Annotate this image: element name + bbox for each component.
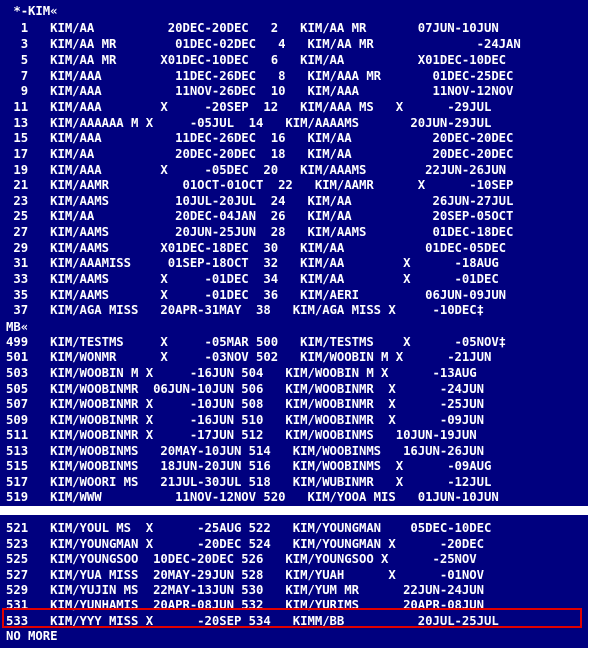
terminal-line: 1 KIM/AA 20DEC-20DEC 2 KIM/AA MR 07JUN-10JUN bbox=[6, 21, 499, 35]
terminal-line: 37 KIM/AGA MISS 20APR-31MAY 38 KIM/AGA MISS X -10DEC‡ bbox=[6, 303, 484, 317]
terminal-screen-lower bbox=[0, 515, 588, 648]
terminal-line: 31 KIM/AAAMISS 01SEP-18OCT 32 KIM/AA X -18AUG bbox=[6, 256, 499, 270]
terminal-line: 511 KIM/WOOBINMR X -17JUN 512 KIM/WOOBINMS 10JUN-19JUN bbox=[6, 428, 477, 442]
terminal-line: NO MORE bbox=[6, 629, 58, 643]
terminal-line: 523 KIM/YOUNGMAN X -20DEC 524 KIM/YOUNGMAN X -20DEC bbox=[6, 537, 484, 551]
terminal-line: 15 KIM/AAA 11DEC-26DEC 16 KIM/AA 20DEC-20DEC bbox=[6, 131, 514, 145]
terminal-line: 27 KIM/AAMS 20JUN-25JUN 28 KIM/AAMS 01DEC-18DEC bbox=[6, 225, 514, 239]
terminal-line: 531 KIM/YUNHAMIS 20APR-08JUN 532 KIM/YURIMS 20APR-08JUN bbox=[6, 598, 484, 612]
selected-row-highlight bbox=[2, 608, 582, 628]
terminal-line: 3 KIM/AA MR 01DEC-02DEC 4 KIM/AA MR -24JAN bbox=[6, 37, 521, 51]
terminal-line: 19 KIM/AAA X -05DEC 20 KIM/AAAMS 22JUN-26JUN bbox=[6, 163, 507, 177]
terminal-line: 521 KIM/YOUL MS X -25AUG 522 KIM/YOUNGMAN 05DEC-10DEC bbox=[6, 521, 492, 535]
terminal-line: 515 KIM/WOOBINMS 18JUN-20JUN 516 KIM/WOOBINMS X -09AUG bbox=[6, 459, 492, 473]
terminal-line: 525 KIM/YOUNGSOO 10DEC-20DEC 526 KIM/YOUNGSOO X -25NOV bbox=[6, 552, 477, 566]
terminal-line: 13 KIM/AAAAAA M X -05JUL 14 KIM/AAAAMS 20JUN-29JUL bbox=[6, 116, 492, 130]
terminal-line: 509 KIM/WOOBINMR X -16JUN 510 KIM/WOOBINMR X -09JUN bbox=[6, 413, 484, 427]
terminal-line: 25 KIM/AA 20DEC-04JAN 26 KIM/AA 20SEP-05OCT bbox=[6, 209, 514, 223]
terminal-line: 517 KIM/WOORI MS 21JUL-30JUL 518 KIM/WUBINMR X -12JUL bbox=[6, 475, 492, 489]
terminal-line: 29 KIM/AAMS X01DEC-18DEC 30 KIM/AA 01DEC-05DEC bbox=[6, 241, 507, 255]
terminal-line: 17 KIM/AA 20DEC-20DEC 18 KIM/AA 20DEC-20DEC bbox=[6, 147, 514, 161]
terminal-line: 11 KIM/AAA X -20SEP 12 KIM/AAA MS X -29JUL bbox=[6, 100, 492, 114]
terminal-line: 501 KIM/WONMR X -03NOV 502 KIM/WOOBIN M X -21JUN bbox=[6, 350, 492, 364]
terminal-line: 513 KIM/WOOBINMS 20MAY-10JUN 514 KIM/WOOBINMS 16JUN-26JUN bbox=[6, 444, 484, 458]
terminal-line: 503 KIM/WOOBIN M X -16JUN 504 KIM/WOOBIN M X -13AUG bbox=[6, 366, 477, 380]
terminal-line: 35 KIM/AAMS X -01DEC 36 KIM/AERI 06JUN-09JUN bbox=[6, 288, 507, 302]
terminal-line: 499 KIM/TESTMS X -05MAR 500 KIM/TESTMS X -05NOV‡ bbox=[6, 335, 507, 349]
terminal-line: 505 KIM/WOOBINMR 06JUN-10JUN 506 KIM/WOOBINMR X -24JUN bbox=[6, 382, 484, 396]
terminal-line: 527 KIM/YUA MISS 20MAY-29JUN 528 KIM/YUAH X -01NOV bbox=[6, 568, 484, 582]
terminal-line: 5 KIM/AA MR X01DEC-10DEC 6 KIM/AA X01DEC-10DEC bbox=[6, 53, 507, 67]
terminal-line: 33 KIM/AAMS X -01DEC 34 KIM/AA X -01DEC bbox=[6, 272, 499, 286]
terminal-line: 533 KIM/YYY MISS X -20SEP 534 KIMM/BB 20JUL-25JUL bbox=[6, 614, 499, 628]
terminal-line: 507 KIM/WOOBINMR X -10JUN 508 KIM/WOOBINMR X -25JUN bbox=[6, 397, 484, 411]
terminal-line: 23 KIM/AAMS 10JUL-20JUL 24 KIM/AA 26JUN-27JUL bbox=[6, 194, 514, 208]
terminal-line: 519 KIM/WWW 11NOV-12NOV 520 KIM/YOOA MIS 01JUN-10JUN bbox=[6, 490, 499, 504]
terminal-line: 21 KIM/AAMR 01OCT-01OCT 22 KIM/AAMR X -10SEP bbox=[6, 178, 514, 192]
terminal-line: MB« bbox=[6, 320, 29, 334]
terminal-line: 9 KIM/AAA 11NOV-26DEC 10 KIM/AAA 11NOV-12NOV bbox=[6, 84, 514, 98]
terminal-line: *-KIM« bbox=[6, 4, 58, 18]
terminal-line: 7 KIM/AAA 11DEC-26DEC 8 KIM/AAA MR 01DEC-25DEC bbox=[6, 69, 514, 83]
terminal-line: 529 KIM/YUJIN MS 22MAY-13JUN 530 KIM/YUM MR 22JUN-24JUN bbox=[6, 583, 484, 597]
